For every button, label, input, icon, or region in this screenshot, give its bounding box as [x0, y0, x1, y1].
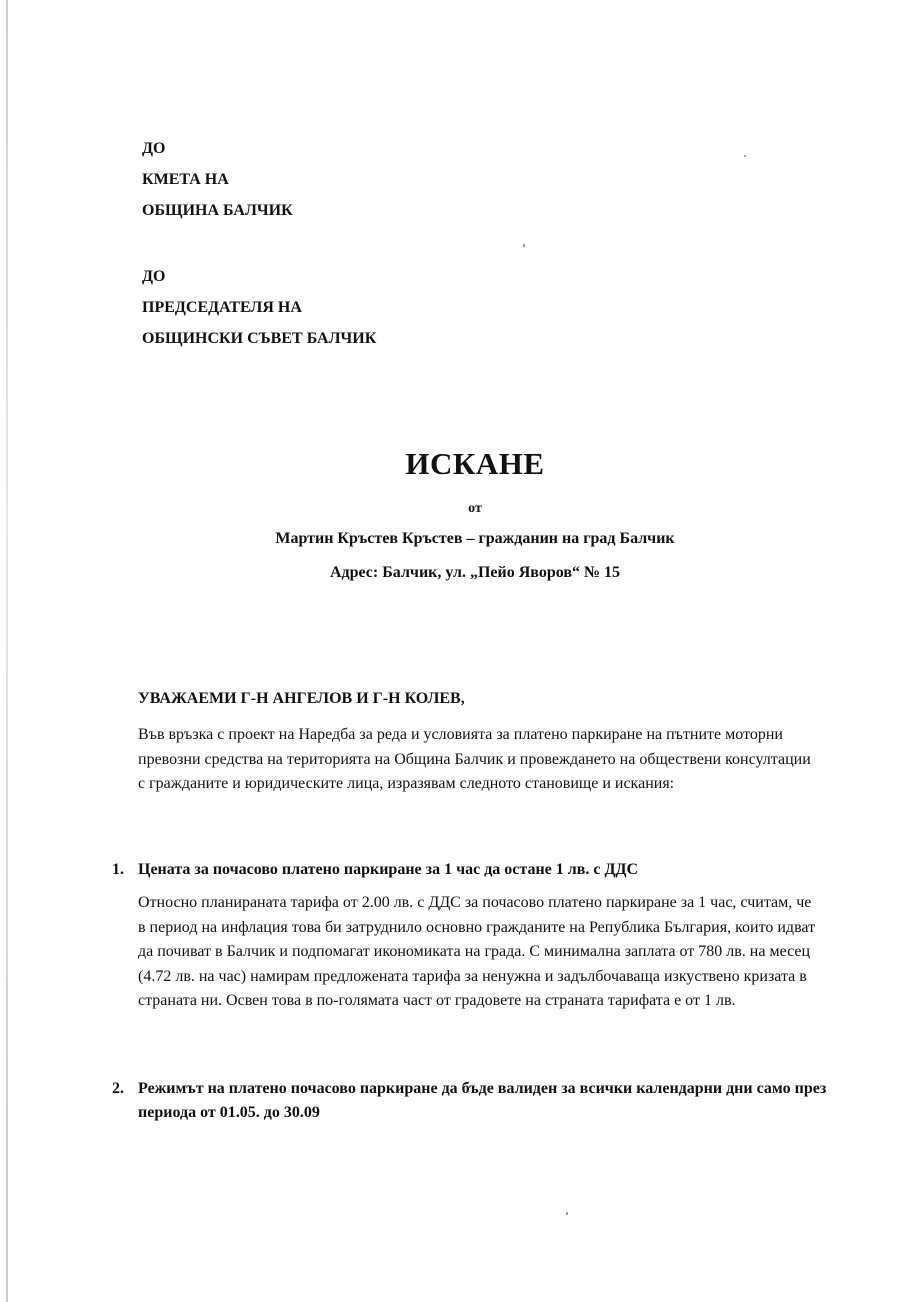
- item-2-heading: [112, 1077, 832, 1125]
- item-2-number: 2.: [112, 1080, 124, 1097]
- item-1-body: Относно планираната тарифа от 2.00 лв. с ДДС за почасово платено паркиране за 1 час, считам, че в период на инфлация това би затруднило основно гражданите на Република България, които идват да почиват в Балчик и подпомагат икономиката на града. С минимална заплата от 780 лв. на месец (4.72 лв. на час) намирам предложената тарифа за ненужна и задълбочаваща изкуствено кризата в страната ни. Освен това в по-голямата част от градовете на страната тарифата е от 1 лв.: [138, 894, 816, 1009]
- scan-speck: [523, 244, 525, 247]
- addressee-council-line-2: ПРЕДСЕДАТЕЛЯ НА: [142, 299, 302, 316]
- intro-paragraph: Във връзка с проект на Наредба за реда и условията за платено паркиране на пътните моторни превозни средства на територията на Община Балчик и провеждането на обществени консултации с гражданите и юридическите лица, изразявам следното становище и искания:: [138, 726, 811, 792]
- addressee-council: [142, 261, 376, 354]
- document-title: ИСКАНЕ: [405, 446, 545, 481]
- salutation: УВАЖАЕМИ Г-Н АНГЕЛОВ И Г-Н КОЛЕВ,: [138, 690, 465, 707]
- scan-speck: [566, 1212, 568, 1215]
- addressee-mayor-line-1: ДО: [142, 140, 166, 157]
- item-2-heading-text: Режимът на платено почасово паркиране да бъде валиден за всички календарни дни само през периода от 01.05. до 30.09: [138, 1080, 827, 1121]
- addressee-mayor-line-2: КМЕТА НА: [142, 171, 229, 188]
- sender-address: Адрес: Балчик, ул. „Пейо Яворов“ № 15: [329, 564, 621, 581]
- addressee-mayor-line-3: ОБЩИНА БАЛЧИК: [142, 202, 293, 219]
- item-1-heading: [112, 858, 832, 882]
- sender-name: Мартин Кръстев Кръстев – гражданин на град Балчик: [275, 530, 675, 547]
- addressee-council-line-1: ДО: [142, 268, 166, 285]
- item-1-number: 1.: [112, 861, 124, 878]
- scan-edge-shadow: [6, 0, 8, 1302]
- addressee-mayor: [142, 133, 293, 226]
- scan-speck: [744, 155, 746, 157]
- from-label: от: [468, 501, 482, 516]
- addressee-council-line-3: ОБЩИНСКИ СЪВЕТ БАЛЧИК: [142, 330, 377, 347]
- item-1-heading-text: Цената за почасово платено паркиране за 1 час да остане 1 лв. с ДДС: [138, 861, 639, 878]
